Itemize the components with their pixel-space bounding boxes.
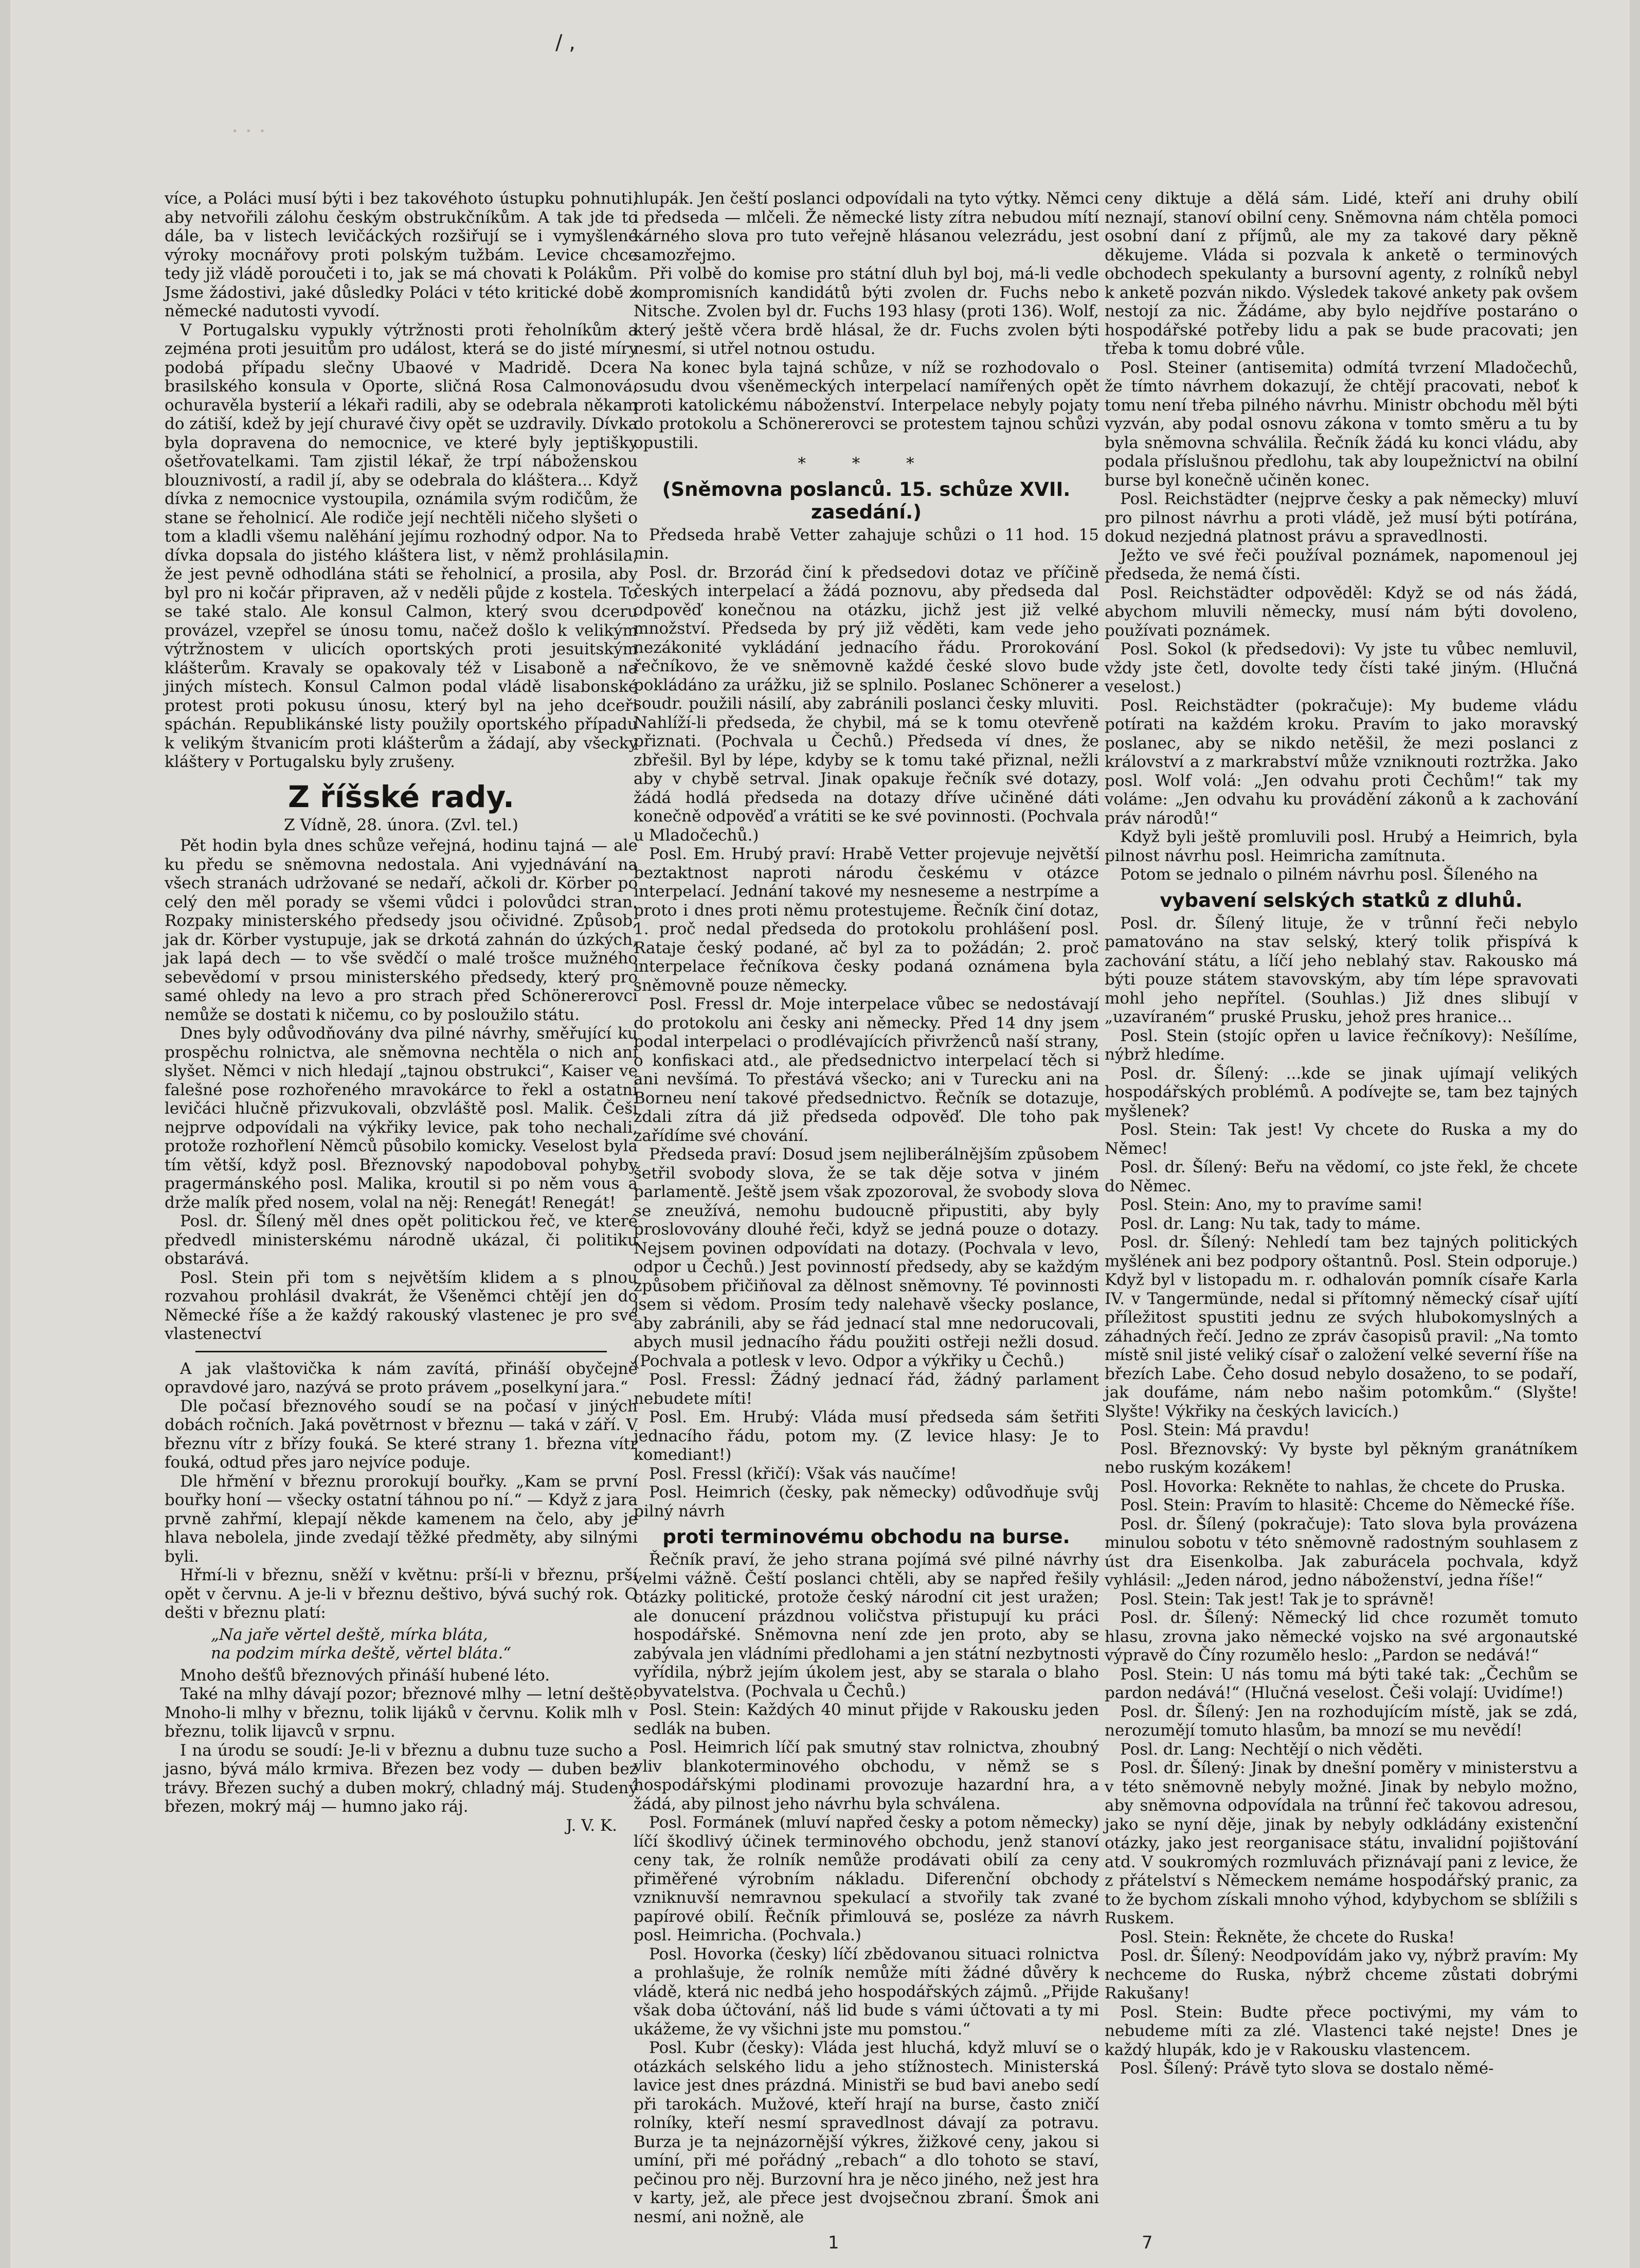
paragraph: Posl. dr. Šílený: Beřu na vědomí, co jste řekl, že chcete do Němec. [1105,1158,1578,1195]
paragraph: Dle hřmění v březnu prorokují bouřky. „Kam se první bouřky honí — všecky ostatní táhnou po ní.“ — Když z jara prvně zahřmí, klepají někde kamenem na čelo, aby je hlava nebolela, jinde zvedají těžké předměty, aby silnými byli. [165,1472,638,1566]
paragraph: Posl. dr. Šílený: Neodpovídám jako vy, nýbrž pravím: My nechceme do Ruska, nýbrž chceme zůstati dobrými Rakušany! [1105,1946,1578,2003]
separator-stars: * * * [798,454,935,473]
paragraph: Pět hodin byla dnes schůze veřejná, hodinu tajná — ale ku předu se sněmovna nedostala. Ani vyjednávání na všech stranách udržované se nedaří, ačkoli dr. Körber po celý den měl porady se všemi vůdci i polovůdci stran. Rozpaky ministerského předsedy jsou očividné. Způsob, jak dr. Körber vystupuje, jak se drkotá zahnán do úzkých, jak lapá dech — to vše svědčí o malé trošce mužného sebevědomí v prsou ministerského předsedy, který pro samé ohledy na levo a pro strach před Schönererovci nemůže se dostati k ničemu, co by posloužilo státu. [165,836,638,1024]
subheading: proti terminovému obchodu na burse. [662,1526,1070,1548]
paragraph: Posl. Stein: Má pravdu! [1120,1421,1310,1439]
paragraph: Když byli ještě promluvili posl. Hrubý a Heimrich, byla pilnost návrhu posl. Heimricha zamítnuta. [1105,828,1578,865]
paragraph: Posl. dr. Brzorád činí k předsedovi dotaz ve příčině českých interpelací a žádá poznovu, aby předseda dal odpověď konečnou na otázku, jichž jest již velké množství. Předseda by prý již věděti, kam vede jeho nezákonité vykládání jednacího řádu. Prorokování řečníkovo, že ve sněmovně každé české slovo bude pokládáno za urážku, již se splnilo. Poslanec Schönerer a soudr. použili násilí, aby zabránili poslanci česky mluviti. Nahlíží-li předseda, že chybil, má se k tomu otevřeně přiznati. (Pochvala u Čechů.) Předseda ví dnes, že zbřešil. Byl by lépe, kdyby se k tomu také přiznal, nežli aby v chybě setrval. Jinak opakuje řečník své dotazy, žádá hodlá předseda na dotazy dříve učiněné dáti konečně odpověď a vrátiti se ke své povinnosti. (Pochvala u Mladočechů.) [634,563,1099,845]
paragraph: Posl. dr. Šílený: Nehledí tam bez tajných politických myšlének ani bez podpory oštantnů. Posl. Stein odporuje.) Když byl v listopadu m. r. odhalován pomník císaře Karla IV. v Tangermünde, nedal si přítomný německý císař ujítí příležitost spustiti jednu ze svých hlubokomyslných a záhadných řečí. Jedno ze zpráv časopisů pravil: „Na tomto místě snil jisté veliký císař o založení velké severní říše na březích Labe. Čeho dosud nebylo dosaženo, to se podaří, jak doufáme, nám nebo našim potomkům.“ (Slyšte! Slyšte! Výkřiky na českých lavicích.) [1105,1233,1578,1421]
paragraph: Posl. Hovorka (česky) líčí zbědovanou situaci rolnictva a prohlašuje, že rolník nemůže míti žádné důvěry k vládě, která nic nedbá jeho hospodářských zájmů. „Přijde však doba účtování, náš lid bude s vámi účtovati a ty mi ukážeme, že vy všichni jste mu pomstou.“ [634,1944,1099,2039]
paragraph: Dle počasí březnového soudí se na počasí v jiných dobách ročních. Jaká povětrnost v březnu — taká v září. V březnu vítr z břízy fouká. Se které strany 1. března vítr fouká, odtud přes jaro nejvíce poduje. [165,1397,638,1472]
paragraph: Posl. Stein: Ano, my to pravíme sami! [1120,1195,1423,1214]
paragraph: Posl. dr. Šílený: Jinak by dnešní poměry v ministerstvu a v této sněmovně nebyly možné. Jinak by nebylo možno, aby sněmovna odpovídala na trůnní řeč takovou adresou, jako se nyní děje, jinak by nebyly odkládány existenční otázky, jako jest reorganisace státu, invalidní pojištování atd. V soukromých rozmluvách přiznávají pani z levice, že z přátelství s Německem nemáme hospodářský pranic, za to že bychom získali mnoho výhod, kdybychom se sblížili s Ruskem. [1105,1759,1578,1927]
signature: J. V. K. [566,1816,617,1835]
paragraph: Posl. Reichstädter (pokračuje): My budeme vládu potírati na každém kroku. Pravím to jako moravský poslanec, aby se nikdo netěšil, že mezi poslanci z království a z markrabství může vzniknouti roztržka. Jako posl. Wolf volá: „Jen odvahu proti Čechům!“ tak my voláme: „Jen odvahu ku provádění zákonů a k zachování práv národů!“ [1105,696,1578,828]
paragraph: Posl. Stein: Budte přece poctivými, my vám to nebudeme míti za zlé. Vlastenci také nejste! Dnes je každý hlupák, kdo je v Rakousku vlastencem. [1105,2003,1578,2059]
paragraph: Předseda hrabě Vetter zahajuje schůzi o 11 hod. 15 min. [634,525,1099,563]
section-heading: Z říšské rady. [287,779,515,814]
verse-line: „Na jaře věrtel deště, mírka bláta, [211,1625,488,1644]
subheading: vybavení selských statků z dluhů. [1160,889,1523,912]
paragraph: Posl. dr. Lang: Nu tak, tady to máme. [1120,1214,1421,1233]
paragraph: Posl. Sokol (k předsedovi): Vy jste tu vůbec nemluvil, vždy jste četl, dovolte tedy čísti také jiným. (Hlučná veselost.) [1105,640,1578,696]
bleed-through-text: · · · [231,118,266,144]
paragraph: Řečník praví, že jeho strana pojímá své pilné návrhy velmi vážně. Čeští poslanci chtěli, aby se napřed řešily otázky politické, protože český národní cit jest uražen; ale donucení prázdnou voličstva přistupují ku práci hospodářské. Sněmovna není zde jen proto, aby se zabývala jen vládními předlohami a jen státní nezbytnosti vyřídila, nýbrž jejím úkolem jest, aby se starala o blaho obyvatelstva. (Pochvala u Čechů.) [634,1550,1099,1701]
paragraph: Předseda praví: Dosud jsem nejliberálnějším způsobem šetřil svobody slova, že se tak děje sotva v jiném parlamentě. Ještě jsem však zpozoroval, že svobody slova se zneužívá, nemohu budoucně připustiti, aby byly proslovovány dlouhé řeči, když se jedná pouze o dotazy. Nejsem povinen odpovídati na dotazy. (Pochvala v levo, odpor u Čechů.) Jest povinností předsedy, aby se každým způsobem přičiňoval za dělnost sněmovny. Té povinnosti jsem si vědom. Prosím tedy nalehavě všecky poslance, aby zabránili, aby se řád jednací stal mne nedorucovali, abych musil jednacího řádu použiti ostřeji nežli dosud. (Pochvala a potlesk v levo. Odpor a výkřiky u Čechů.) [634,1145,1099,1370]
paragraph: Posl. Reichstädter odpověděl: Když se od nás žádá, abychom mluvili německy, musí nám býti dovoleno, používati poznámek. [1105,583,1578,640]
dateline: Z Vídně, 28. února. (Zvl. tel.) [284,815,518,834]
paragraph: Posl. Stein: Řekněte, že chcete do Ruska! [1120,1927,1455,1946]
paragraph: Posl. Kubr (česky): Vláda jest hluchá, když mluví se o otázkách selského lidu a jeho stížnostech. Ministerská lavice jest dnes prázdná. Ministři se bud bavi anebo sedí při tarokách. Mužové, kteří hrají na burse, často zničí rolníky, kteří nesmí spravedlnost dávají za potravu. Burza je ta nejnázornější výkres, žižkové ceny, jakou si umíní, při mé pořádný „rebach“ a dlo tohoto se staví, pečinou pro něj. Burzovní hra je něco jiného, než jest hra v karty, jež, ale přece jest dvojsečnou zbraní. Šmok ani nesmí, ani nožně, ale [634,2039,1099,2226]
paragraph: Posl. Fressl (křičí): Však vás naučíme! [649,1464,957,1483]
paragraph: Posl. Heimrich (česky, pak německy) odůvodňuje svůj pilný návrh [634,1483,1099,1521]
column-1 [165,189,638,1835]
paragraph: A jak vlaštovička k nám zavítá, přináší obyčejně opravdové jaro, nazývá se proto právem „poselkyní jara.“ [165,1359,638,1397]
paragraph: Posl. dr. Šílený lituje, že v trůnní řeči nebylo pamatováno na stav selský, který tolik přispívá k zachování státu, a líčí jeho neblahý stav. Rakousko má býti pouze státem stavovským, aby tím lépe spravovati mohl jeho nepřítel. (Souhlas.) Již dnes slibují v „uzavíraném“ pruské Prusku, jehož pres hranice... [1105,914,1578,1026]
paragraph: Potom se jednalo o pilném návrhu posl. Šíleného na [1120,865,1538,884]
paragraph: Ježto ve své řeči používal poznámek, napomenoul jej předseda, že nemá čísti. [1105,546,1578,583]
paragraph: Posl. dr. Šílený: Jen na rozhodujícím místě, jak se zdá, nerozumějí tomuto hlasům, ba mnozí se mu nevědí! [1105,1702,1578,1740]
paragraph: Na konec byla tajná schůze, v níž se rozhodovalo o osudu dvou všeněmeckých interpelací namířených opět proti katolickému náboženství. Interpelace nebyly pojaty do protokolu a Schönererovci se protestem tajnou schůzi opustili. [634,358,1099,452]
paragraph: Posl. Formánek (mluví napřed česky a potom německy) líčí škodlivý účinek terminového obchodu, jenž stanoví ceny tak, že rolník nemůže prodávati obilí za ceny přiměřené výrobním nákladu. Diferenční obchody vzniknuvší nemravnou spekulací a stvořily tak zvané papírové obilí. Řečník přimlouvá se, posléze za návrh posl. Heimricha. (Pochvala.) [634,1813,1099,1944]
bottom-mark-right: 7 [1142,2233,1153,2253]
paragraph: více, a Poláci musí býti i bez takovéhoto ústupku pohnuti, aby netvořili zálohu českým obstrukčníkům. A tak jde to dále, ba v listech levičáckých rozšiřují se i vymyšlené výroky mocnářovy proti polským tužbám. Levice chce tedy již vládě poroučeti i to, jak se má chovati k Polákům. Jsme žádostivi, jaké důsledky Poláci v této kritické době z německé nadutosti vyvodí. [165,189,638,320]
paragraph: Dnes byly odůvodňovány dva pilné návrhy, směřující ku prospěchu rolnictva, ale sněmovna nechtěla o nich ani slyšet. Němci v nich hledají „tajnou obstrukci“, Kaiser ve falešné pose rozhořeného mravokárce to řekl a ostatní levičáci hlučně přizvukovali, obzvláště posl. Malik. Češi nejprve odpovídali na výkřiky levice, pak toho nechali, protože rozhořlení Němců působilo komicky. Veselost byla tím větší, když posl. Březnovský napodoboval pohyby pragermánského posl. Malika, kroutil si po něm vous a drže malík před nosem, volal na něj: Renegát! Renegát! [165,1024,638,1212]
paragraph: Posl. Hovorka: Rekněte to nahlas, že chcete do Pruska. [1120,1477,1566,1496]
paragraph: Posl. Březnovský: Vy byste byl pěkným granátníkem nebo ruským kozákem! [1105,1439,1578,1477]
paragraph: Mnoho dešťů březnových přináší hubené léto. [180,1666,550,1685]
section-heading: (Sněmovna poslanců. 15. schůze XVII. zasedání.) [662,478,1071,523]
paragraph: Posl. Reichstädter (nejprve česky a pak německy) mluví pro pilnost návrhu a proti vládě, jež musí býti potírána, dokud nezjedná platnost právu a spravedlnosti. [1105,490,1578,546]
paragraph: Posl. dr. Lang: Nechtějí o nich věděti. [1120,1740,1423,1759]
paragraph: Při volbě do komise pro státní dluh byl boj, má-li vedle kompromisních kandidátů býti zvolen dr. Fuchs nebo Nitsche. Zvolen byl dr. Fuchs 193 hlasy (proti 136). Wolf, který ještě včera brdě hlásal, že dr. Fuchs zvolen býti nesmí, si utřel notnou ostudu. [634,264,1099,358]
column-3 [1105,189,1578,2078]
paragraph: Také na mlhy dávají pozor; březnové mlhy — letní deště. Mnoho-li mlhy v březnu, tolik lijáků v červnu. Kolik mlh v březnu, tolik lijavců v srpnu. [165,1685,638,1741]
paragraph: Posl. Em. Hrubý praví: Hrabě Vetter projevuje největší beztaktnost naproti národu českému v otázce interpelací. Jednání takové my nesneseme a nestrpíme a proto i dnes proti němu protestujeme. Řečník činí dotaz, 1. proč nedal předseda do protokolu prohlášení posl. Rataje český podané, ač byl za to požádán; 2. proč interpelace řečníkova česky podaná oznámena byla sněmovně pouze německy. [634,845,1099,995]
paragraph: Posl. Stein: U nás tomu má býti také tak: „Čechům se pardon nedává!“ (Hlučná veselost. Češi volají: Uvidíme!) [1105,1665,1578,1702]
column-2 [634,189,1099,2226]
paragraph: Posl. dr. Šílený: ...kde se jinak ujímají velikých hospodářských problémů. A podívejte se, tam bez tajných myšlenek? [1105,1064,1578,1120]
newspaper-page [10,0,1630,2268]
paragraph: Posl. Fressl dr. Moje interpelace vůbec se nedostávají do protokolu ani česky ani německy. Před 14 dny jsem podal interpelaci o prodlévajících přivrženců naší strany, o konfiskaci atd., ale předsednictvo interpelací těch si ani nevšímá. To přestává všecko; ani v Turecku ani na Borneu není takové předsednictvo. Řečník se dotazuje, zdali zítra dá již předseda odpověď. Dle toho pak zařídíme své chování. [634,995,1099,1145]
paragraph: hlupák. Jen čeští poslanci odpovídali na tyto výtky. Němci i předseda — mlčeli. Že německé listy zítra nebudou mítí kárného slova pro tuto veřejně hlásanou velezrádu, jest samozřejmo. [634,189,1099,264]
divider [195,1351,607,1352]
paragraph: Posl. Stein: Tak jest! Vy chcete do Ruska a my do Němec! [1105,1120,1578,1158]
verse [211,1626,638,1663]
paragraph: Posl. Stein: Každých 40 minut přijde v Rakousku jeden sedlák na buben. [634,1701,1099,1738]
paragraph: Posl. Heimrich líčí pak smutný stav rolnictva, zhoubný vliv blankoterminového obchodu, v němž se s hospodářskými plodinami provozuje hazardní hra, a žádá, aby pilnost jeho návrhu byla schválena. [634,1738,1099,1813]
paragraph: Posl. Stein při tom s největším klidem a s plnou rozvahou prohlásil dvakrát, že Všeněmci chtějí jen do Německé říše a že každý rakouský vlastenec je pro své vlastenectví [165,1268,638,1343]
pencil-mark: / , [555,31,575,55]
paragraph: Posl. Steiner (antisemita) odmítá tvrzení Mladočechů, že tímto návrhem dokazují, že chtějí pracovati, neboť k tomu není třeba pilného návrhu. Ministr obchodu měl býti vyzván, aby podal osnovu zákona v tomto směru a tu by byla sněmovna schválila. Řečník žádá ku konci vládu, aby podala příslušnou předlohu, tak aby loupežnictví na obilní burse byl konečně učiněn konec. [1105,358,1578,490]
paragraph: Posl. Stein: Pravím to hlasitě: Chceme do Německé říše. [1120,1496,1575,1514]
paragraph: V Portugalsku vypukly výtržnosti proti řeholníkům a zejména proti jesuitům pro událost, která se do jisté míry podobá případu slečny Ubaové v Madridě. Dcera brasilského konsula v Oporte, sličná Rosa Calmonová, ochuravěla bysterií a lékaři radili, aby se odebrala někam do zátiší, kdež by její churavé čivy opět se uzdravily. Dívka byla dopravena do nemocnice, ve které byly jeptišky ošetřovatelkami. Tam zjistil lékař, že trpí náboženskou blouznivostí, a radil jí, aby se odebrala do kláštera... Když dívka z nemocnice vystoupila, oznámila svým rodičům, že stane se řeholnicí. Ale rodiče její nechtěli ničeho slyšeti o tom a kladli všemu nalěhání jejímu rozhodný odpor. Na to dívka dopsala do jistého kláštera list, v němž prohlásila, že jest pevně odhodlána státi se řeholnicí, a prosila, aby byl pro ni kočár připraven, až v neděli půjde z kostela. To se také stalo. Ale konsul Calmon, který svou dceru provázel, vzepřel se únosu tomu, načež došlo k velikým výtržnostem v ulicích oportských proti jesuitským klášterům. Kravaly se opakovaly též v Lisaboně a na jiných místech. Konsul Calmon podal vládě lisabonské protest proti pokusu únosu, který byl na jeho dceři spáchán. Republikánské listy použily oportského případu k velikým štvanicím proti klášterům a žádají, aby všecky kláštery v Portugalsku byly zrušeny. [165,320,638,771]
paragraph: ceny diktuje a dělá sám. Lidé, kteří ani druhy obilí neznají, stanoví obilní ceny. Sněmovna nám chtěla pomoci osobní daní z příjmů, ale my za takové dary pěkně děkujeme. Vláda si pozvala k anketě o terminových obchodech spekulanty a bursovní agenty, z rolníků nebyl k anketě pozván nikdo. Výsledek takové ankety pak ovšem nestojí za nic. Žádáme, aby bylo nejdříve postaráno o hospodářské potřeby lidu a pak se bude pracovati; jen třeba k tomu dobré vůle. [1105,189,1578,358]
paragraph: Posl. dr. Šílený (pokračuje): Tato slova byla provázena minulou sobotu v této sněmovně radostným souhlasem z úst dra Eisenkolba. Jak zaburácela pochvala, když vyhlásil: „Jeden národ, jedno náboženství, jedna říše!“ [1105,1514,1578,1590]
paragraph: Hřmí-li v březnu, sněží v květnu: prší-li v březnu, prší opět v červnu. A je-li v březnu deštivo, bývá suchý rok. O dešti v březnu platí: [165,1566,638,1622]
paragraph: I na úrodu se soudí: Je-li v březnu a dubnu tuze sucho a jasno, bývá málo krmiva. Březen bez vody — duben bez trávy. Březen suchý a duben mokrý, chladný máj. Studený březen, mokrý máj — humno jako ráj. [165,1741,638,1816]
paragraph: Posl. Em. Hrubý: Vláda musí předseda sám šetřiti jednacího řádu, potom my. (Z levice hlasy: Je to komediant!) [634,1408,1099,1464]
paragraph: Posl. Stein (stojíc opřen u lavice řečníkovy): Nešílíme, nýbrž hledíme. [1105,1026,1578,1064]
paragraph: Posl. dr. Šílený: Německý lid chce rozumět tomuto hlasu, zrovna jako německé vojsko na své argonautské výpravě do Číny rozumělo heslo: „Pardon se nedává!“ [1105,1609,1578,1665]
paragraph: Posl. Šílený: Právě tyto slova se dostalo němé- [1120,2059,1494,2078]
paragraph: Posl. Fressl: Žádný jednací řád, žádný parlament nebudete míti! [634,1370,1099,1408]
verse-line: na podzim mírka deště, věrtel bláta.“ [211,1644,512,1663]
bottom-mark-left: 1 [828,2233,839,2253]
paragraph: Posl. dr. Šílený měl dnes opět politickou řeč, ve které předvedl ministerskému národně ukázal, či politiku obstarává. [165,1212,638,1268]
paragraph: Posl. Stein: Tak jest! Tak je to správně! [1120,1590,1435,1609]
